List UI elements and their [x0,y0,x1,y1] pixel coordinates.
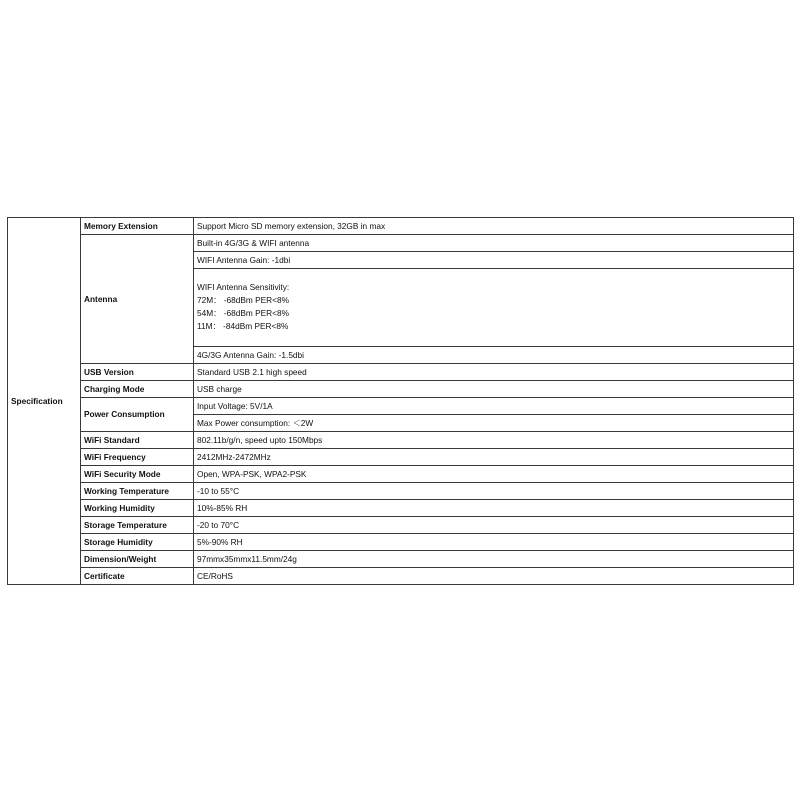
row-value-usb: Standard USB 2.1 high speed [194,364,794,381]
table-row [8,449,794,466]
row-label-usb: USB Version [81,364,194,381]
row-value-certificate: CE/RoHS [194,568,794,585]
antenna-wifi-gain: WIFI Antenna Gain: -1dbi [194,252,794,269]
specification-table [7,217,794,585]
row-label-charging: Charging Mode [81,381,194,398]
group-label: Specification [8,218,81,585]
table-row [8,534,794,551]
row-label-certificate: Certificate [81,568,194,585]
sensitivity-title: WIFI Antenna Sensitivity: [197,281,290,292]
table-row [8,364,794,381]
table-row [8,483,794,500]
antenna-builtin: Built-in 4G/3G & WIFI antenna [194,235,794,252]
power-input: Input Voltage: 5V/1A [194,398,794,415]
table-row [8,568,794,585]
table-row [8,466,794,483]
row-label-antenna: Antenna [81,235,194,364]
table-row [8,517,794,534]
row-label-wifi-security: WiFi Security Mode [81,466,194,483]
table-row [8,235,794,252]
row-value-storage-humidity: 5%-90% RH [194,534,794,551]
row-value-memory: Support Micro SD memory extension, 32GB in max [194,218,794,235]
row-value-dimension: 97mmx35mmx11.5mm/24g [194,551,794,568]
row-label-memory: Memory Extension [81,218,194,235]
row-label-wifi-standard: WiFi Standard [81,432,194,449]
table-row [8,500,794,517]
table-row [8,218,794,235]
row-label-storage-temperature: Storage Temperature [81,517,194,534]
row-label-storage-humidity: Storage Humidity [81,534,194,551]
table-row [8,398,794,415]
row-value-wifi-security: Open, WPA-PSK, WPA2-PSK [194,466,794,483]
sensitivity-54m: 54M： -68dBm PER<8% [197,307,289,318]
row-label-power: Power Consumption [81,398,194,432]
row-value-charging: USB charge [194,381,794,398]
row-value-working-humidity: 10%-85% RH [194,500,794,517]
table-row [8,381,794,398]
row-value-storage-temperature: -20 to 70°C [194,517,794,534]
row-value-working-temperature: -10 to 55°C [194,483,794,500]
row-label-dimension: Dimension/Weight [81,551,194,568]
table-row [8,551,794,568]
row-value-wifi-standard: 802.11b/g/n, speed upto 150Mbps [194,432,794,449]
row-value-wifi-frequency: 2412MHz-2472MHz [194,449,794,466]
antenna-4g-gain: 4G/3G Antenna Gain: -1.5dbi [194,347,794,364]
sensitivity-72m: 72M： -68dBm PER<8% [197,294,289,305]
sensitivity-11m: 11M： -84dBm PER<8% [197,320,289,331]
table-row [8,432,794,449]
power-max: Max Power consumption: ＜2W [194,415,794,432]
row-label-wifi-frequency: WiFi Frequency [81,449,194,466]
row-label-working-humidity: Working Humidity [81,500,194,517]
row-label-working-temperature: Working Temperature [81,483,194,500]
antenna-sensitivity [194,269,794,347]
